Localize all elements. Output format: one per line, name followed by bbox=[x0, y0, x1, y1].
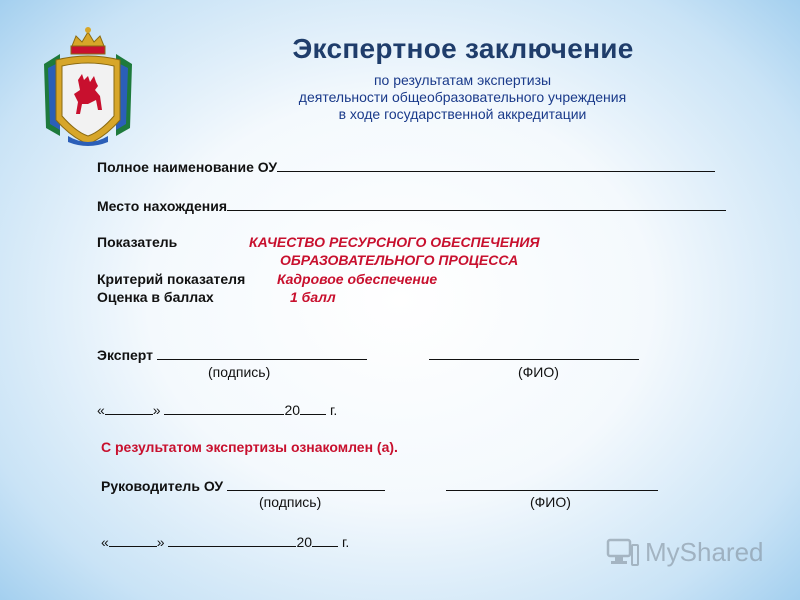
year-prefix: 20 bbox=[296, 534, 313, 550]
date2-month-field[interactable] bbox=[168, 533, 296, 547]
quote-close: » bbox=[156, 534, 165, 550]
score-value: 1 балл bbox=[290, 289, 336, 305]
year-suffix: г. bbox=[341, 534, 350, 550]
quote-open: « bbox=[97, 402, 105, 418]
myshared-logo-text: MyShared bbox=[645, 537, 764, 567]
subtitle-line: по результатам экспертизы bbox=[373, 72, 552, 88]
location-label: Место нахождения bbox=[97, 198, 228, 214]
criterion-label: Критерий показателя bbox=[97, 271, 246, 287]
date-row-2 bbox=[101, 533, 349, 550]
quote-close: » bbox=[152, 402, 161, 418]
full-name-label: Полное наименование ОУ bbox=[97, 159, 278, 175]
date-row bbox=[97, 401, 337, 418]
coat-of-arms-icon bbox=[38, 24, 138, 148]
year-suffix: г. bbox=[329, 402, 338, 418]
expert-fio-row bbox=[429, 346, 639, 363]
location-field[interactable] bbox=[227, 197, 726, 211]
fio-caption: (ФИО) bbox=[518, 364, 559, 380]
acknowledged-text: С результатом экспертизы ознакомлен (а). bbox=[101, 439, 398, 455]
head-fio-row bbox=[446, 477, 658, 494]
head-fio-field[interactable] bbox=[446, 477, 658, 491]
expert-signature-field[interactable] bbox=[157, 346, 367, 360]
subtitle-line: в ходе государственной аккредитации bbox=[338, 106, 587, 122]
head-signature-caption: (подпись) bbox=[259, 494, 322, 510]
indicator-label: Показатель bbox=[97, 234, 178, 250]
date-year-field[interactable] bbox=[300, 401, 326, 415]
date-day-field[interactable] bbox=[105, 401, 153, 415]
indicator-value-line2: ОБРАЗОВАТЕЛЬНОГО ПРОЦЕССА bbox=[280, 252, 519, 268]
document-title: Экспертное заключение bbox=[292, 33, 634, 64]
expert-label: Эксперт bbox=[97, 347, 154, 363]
location-row bbox=[97, 197, 726, 214]
head-signature-field[interactable] bbox=[227, 477, 385, 491]
criterion-value: Кадровое обеспечение bbox=[277, 271, 438, 287]
indicator-value-line1: КАЧЕСТВО РЕСУРСНОГО ОБЕСПЕЧЕНИЯ bbox=[249, 234, 540, 250]
subtitle-line: деятельности общеобразовательного учреждения bbox=[298, 89, 627, 105]
document-subtitle bbox=[245, 72, 680, 123]
score-label: Оценка в баллах bbox=[97, 289, 214, 305]
full-name-field[interactable] bbox=[277, 158, 715, 172]
myshared-logo bbox=[603, 535, 765, 571]
head-row bbox=[101, 477, 385, 494]
date2-day-field[interactable] bbox=[109, 533, 157, 547]
date-month-field[interactable] bbox=[164, 401, 284, 415]
head-label: Руководитель ОУ bbox=[101, 478, 224, 494]
head-fio-caption: (ФИО) bbox=[530, 494, 571, 510]
monitor-icon bbox=[605, 535, 641, 571]
expert-fio-field[interactable] bbox=[429, 346, 639, 360]
quote-open: « bbox=[101, 534, 109, 550]
full-name-row bbox=[97, 158, 715, 175]
expert-row bbox=[97, 346, 367, 363]
signature-caption: (подпись) bbox=[208, 364, 271, 380]
date2-year-field[interactable] bbox=[312, 533, 338, 547]
year-prefix: 20 bbox=[284, 402, 301, 418]
